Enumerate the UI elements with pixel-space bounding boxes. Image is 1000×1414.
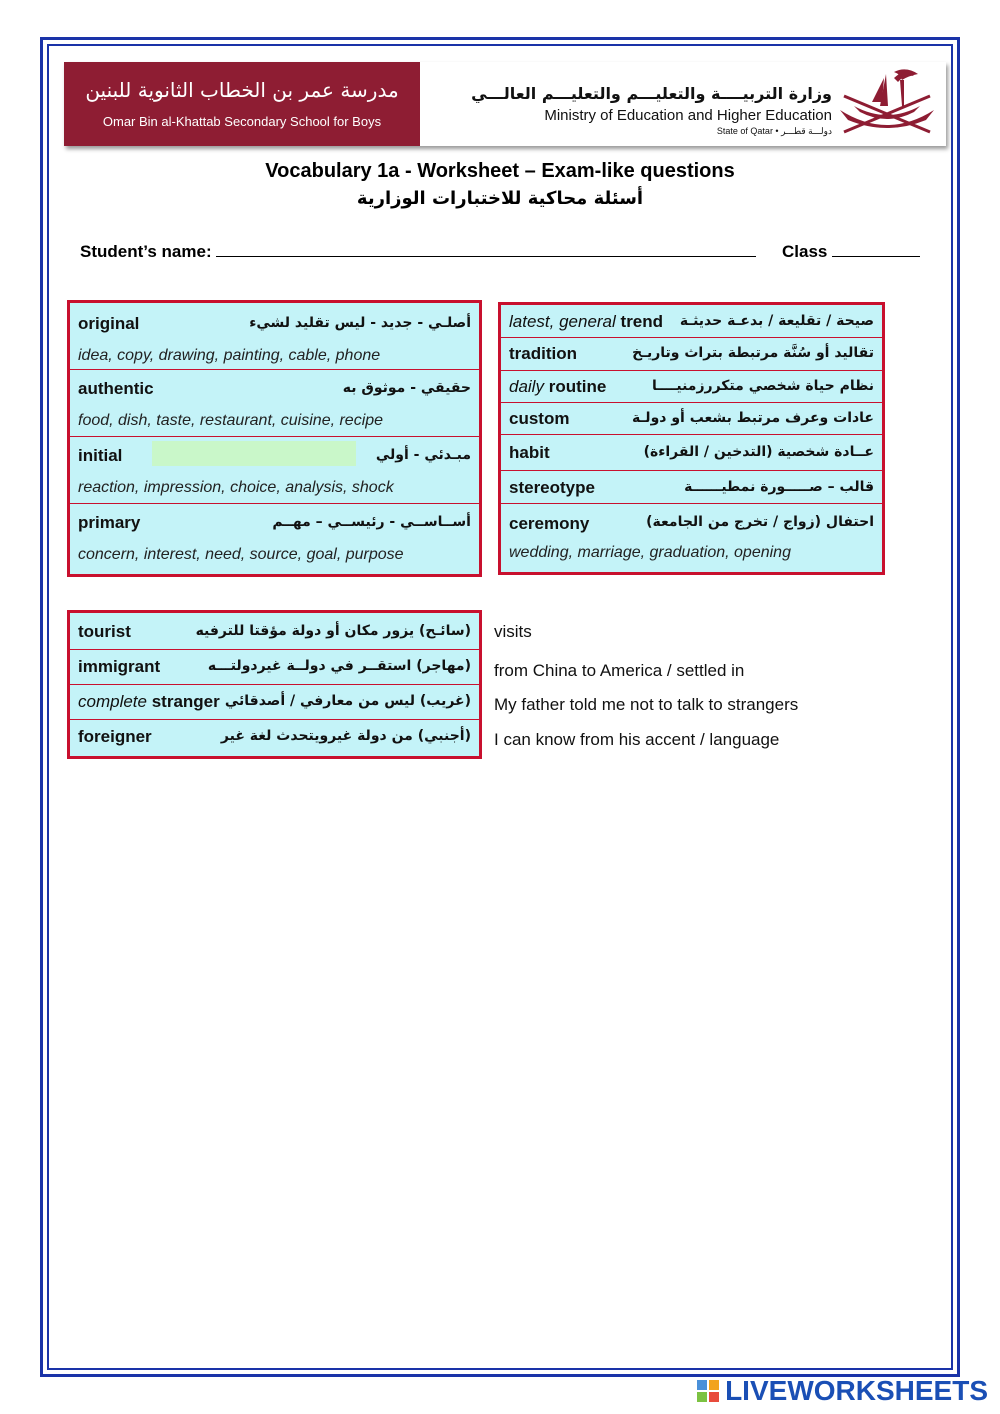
- state-label: State of Qatar • دولـــة قطـــر: [716, 126, 832, 136]
- vocab-arabic: (سائـح) يزور مكان أو دولة مؤقتا للترفيه: [195, 623, 471, 639]
- vocab-word: tourist: [78, 622, 131, 641]
- ministry-name-ar: وزارة التربيــــة والتعليـــم والتعليـــم العالـــي: [471, 84, 832, 103]
- worksheet-title: Vocabulary 1a - Worksheet – Exam-like questions: [265, 160, 735, 182]
- vocab-collocations: reaction, impression, choice, analysis, shock: [78, 479, 394, 496]
- vocab-box-adjectives: [67, 300, 482, 577]
- qatar-emblem-icon: [834, 66, 940, 142]
- vocab-row: [501, 471, 882, 504]
- vocab-arabic: تقاليد أو سُنَّة مرتبطة بتراث وتاريـخ: [632, 345, 874, 361]
- class-label: Class: [782, 242, 828, 261]
- ministry-name-en: Ministry of Education and Higher Education: [544, 107, 832, 124]
- vocab-arabic: عادات وعرف مرتبط بشعب أو دولـة: [632, 410, 874, 426]
- vocab-word: original: [78, 314, 140, 333]
- school-banner: [64, 62, 420, 146]
- vocab-row: [70, 370, 479, 437]
- vocab-arabic: (أجنبي) من دولة غيرويتحدث لغة غير: [220, 728, 471, 744]
- vocab-row: [501, 371, 882, 403]
- vocab-arabic: احتفال (زواج / تخرج من الجامعة): [646, 514, 874, 530]
- vocab-arabic: صيحة / تقليعة / بدعـة حديثـة: [679, 313, 874, 329]
- school-name-en: Omar Bin al-Khattab Secondary School for Boys: [102, 114, 382, 129]
- vocab-arabic: قالب – صـــــورة نمطيــــــة: [684, 479, 874, 495]
- vocab-box-people: [67, 610, 482, 759]
- example-note: I can know from his accent / language: [494, 730, 780, 749]
- answer-input[interactable]: [152, 441, 356, 466]
- class-line[interactable]: [832, 242, 920, 257]
- school-header: [64, 62, 946, 146]
- vocab-row: [501, 504, 882, 572]
- vocab-word: foreigner: [78, 727, 152, 746]
- example-note: visits: [494, 622, 532, 641]
- vocab-word: custom: [509, 409, 570, 428]
- student-name-label: Student’s name:: [80, 242, 212, 261]
- vocab-row: [70, 650, 479, 685]
- vocab-word: immigrant: [78, 657, 161, 676]
- vocab-word: tradition: [509, 344, 577, 363]
- vocab-word: initial: [78, 446, 123, 465]
- vocab-word: complete stranger: [78, 692, 220, 711]
- student-name-line[interactable]: [216, 242, 756, 257]
- vocab-word: primary: [78, 513, 141, 532]
- vocab-word: daily routine: [509, 377, 607, 396]
- vocab-row: [70, 437, 479, 504]
- vocab-row: [70, 613, 479, 650]
- vocab-collocations: idea, copy, drawing, painting, cable, phone: [78, 347, 381, 364]
- class-field[interactable]: [782, 242, 920, 262]
- vocab-arabic: حقيقي - موثوق به: [342, 380, 471, 396]
- vocab-row: [70, 303, 479, 370]
- vocab-collocations: wedding, marriage, graduation, opening: [509, 544, 791, 561]
- brand-name: LIVEWORKSHEETS: [725, 1375, 988, 1406]
- vocab-row: [501, 435, 882, 471]
- example-note: My father told me not to talk to strangers: [494, 695, 799, 714]
- vocab-row: [70, 504, 479, 574]
- vocab-collocations: concern, interest, need, source, goal, purpose: [78, 546, 404, 563]
- vocab-arabic: (مهاجر) استقــر في دولــة غيردولتـــه: [207, 658, 471, 674]
- liveworksheets-logo[interactable]: [697, 1375, 988, 1407]
- vocab-word: authentic: [78, 379, 154, 398]
- vocab-word: ceremony: [509, 514, 590, 533]
- vocab-row: [501, 403, 882, 435]
- vocab-arabic: مبـدئي - أولي: [375, 447, 471, 463]
- worksheet-subtitle-ar: أسئلة محاكية للاختبارات الوزارية: [356, 188, 644, 209]
- liveworksheets-logo-icon: [697, 1380, 719, 1402]
- vocab-word: stereotype: [509, 478, 595, 497]
- vocab-word: latest, general trend: [509, 312, 664, 331]
- vocab-arabic: أصلـي - جديد - ليس تقليد لشيء: [249, 315, 471, 331]
- vocab-arabic: عــادة شخصية (التدخين / القراءة): [643, 444, 874, 460]
- vocab-row: [501, 338, 882, 371]
- vocab-arabic: أســاســي - رئيســي – مهــم: [272, 514, 471, 530]
- vocab-row: [501, 305, 882, 338]
- vocab-word: habit: [509, 443, 550, 462]
- vocab-row: [70, 720, 479, 756]
- vocab-arabic: (غريب) ليس من معارفي / أصدقائي: [224, 693, 471, 709]
- student-name-field[interactable]: [80, 242, 756, 262]
- vocab-collocations: food, dish, taste, restaurant, cuisine, recipe: [78, 412, 384, 429]
- vocab-box-customs: [498, 302, 885, 575]
- example-note: from China to America / settled in: [494, 661, 745, 680]
- vocab-arabic: نظام حياة شخصي متكررزمنيــــا: [651, 378, 874, 394]
- vocab-row: [70, 685, 479, 720]
- school-name-ar: مدرسة عمر بن الخطاب الثانوية للبنين: [85, 78, 399, 102]
